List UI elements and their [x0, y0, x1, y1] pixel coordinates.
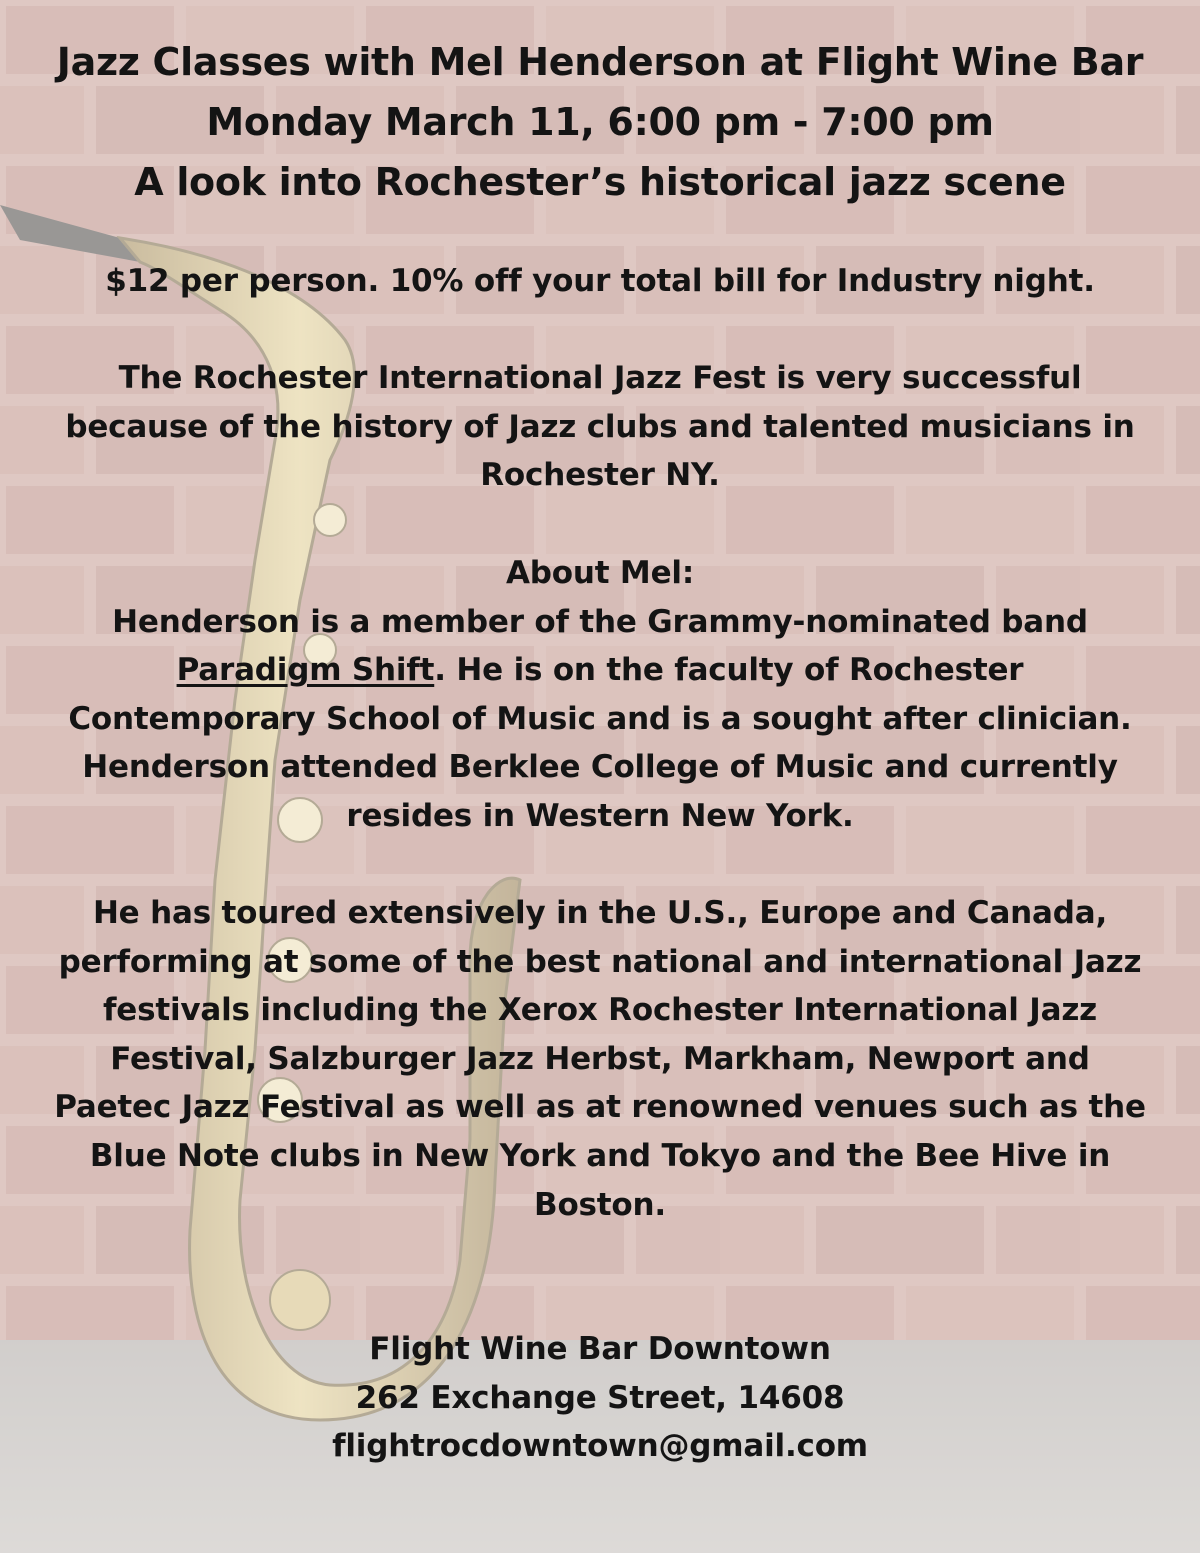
about-line: Henderson is a member of the Grammy-nominated band	[112, 603, 1088, 640]
tours-line: Boston.	[534, 1186, 666, 1223]
about-line	[40, 646, 1160, 695]
event-title: Jazz Classes with Mel Henderson at Flight Wine Bar	[56, 40, 1144, 84]
event-datetime: Monday March 11, 6:00 pm - 7:00 pm	[206, 100, 994, 144]
about-line-rest: . He is on the faculty of Rochester	[434, 652, 1024, 689]
venue-email[interactable]: flightrocdowntown@gmail.com	[332, 1428, 868, 1465]
tours-line: Blue Note clubs in New York and Tokyo and the Bee Hive in	[89, 1137, 1111, 1174]
intro-line: because of the history of Jazz clubs and talented musicians in	[65, 408, 1135, 445]
tours-line: Festival, Salzburger Jazz Herbst, Markham, Newport and	[110, 1040, 1090, 1077]
about-heading: About Mel:	[505, 555, 695, 591]
tours-line: festivals including the Xerox Rochester International Jazz	[102, 992, 1098, 1029]
venue-address: 262 Exchange Street, 14608	[355, 1379, 845, 1416]
tours-line: Paetec Jazz Festival as well as at renowned venues such as the	[54, 1089, 1146, 1126]
about-line: Henderson attended Berklee College of Music and currently	[82, 749, 1118, 786]
tours-section	[40, 889, 1160, 1229]
tours-line: He has toured extensively in the U.S., Europe and Canada,	[92, 895, 1108, 931]
pricing-section	[40, 257, 1160, 306]
venue-section	[40, 1325, 1160, 1471]
about-line: Contemporary School of Music and is a sought after clinician.	[68, 700, 1132, 737]
pricing-text: $12 per person. 10% off your total bill for Industry night.	[105, 263, 1095, 299]
event-subtitle: A look into Rochester’s historical jazz scene	[134, 160, 1066, 204]
intro-line: Rochester NY.	[480, 457, 720, 494]
about-line: resides in Western New York.	[346, 797, 854, 834]
tours-line: performing at some of the best national and international Jazz	[58, 943, 1142, 980]
intro-section	[40, 354, 1160, 500]
about-section	[40, 549, 1160, 841]
event-header	[40, 32, 1160, 212]
venue-name: Flight Wine Bar Downtown	[369, 1331, 831, 1367]
band-link[interactable]: Paradigm Shift	[176, 652, 435, 689]
intro-line: The Rochester International Jazz Fest is very successful	[118, 360, 1082, 396]
